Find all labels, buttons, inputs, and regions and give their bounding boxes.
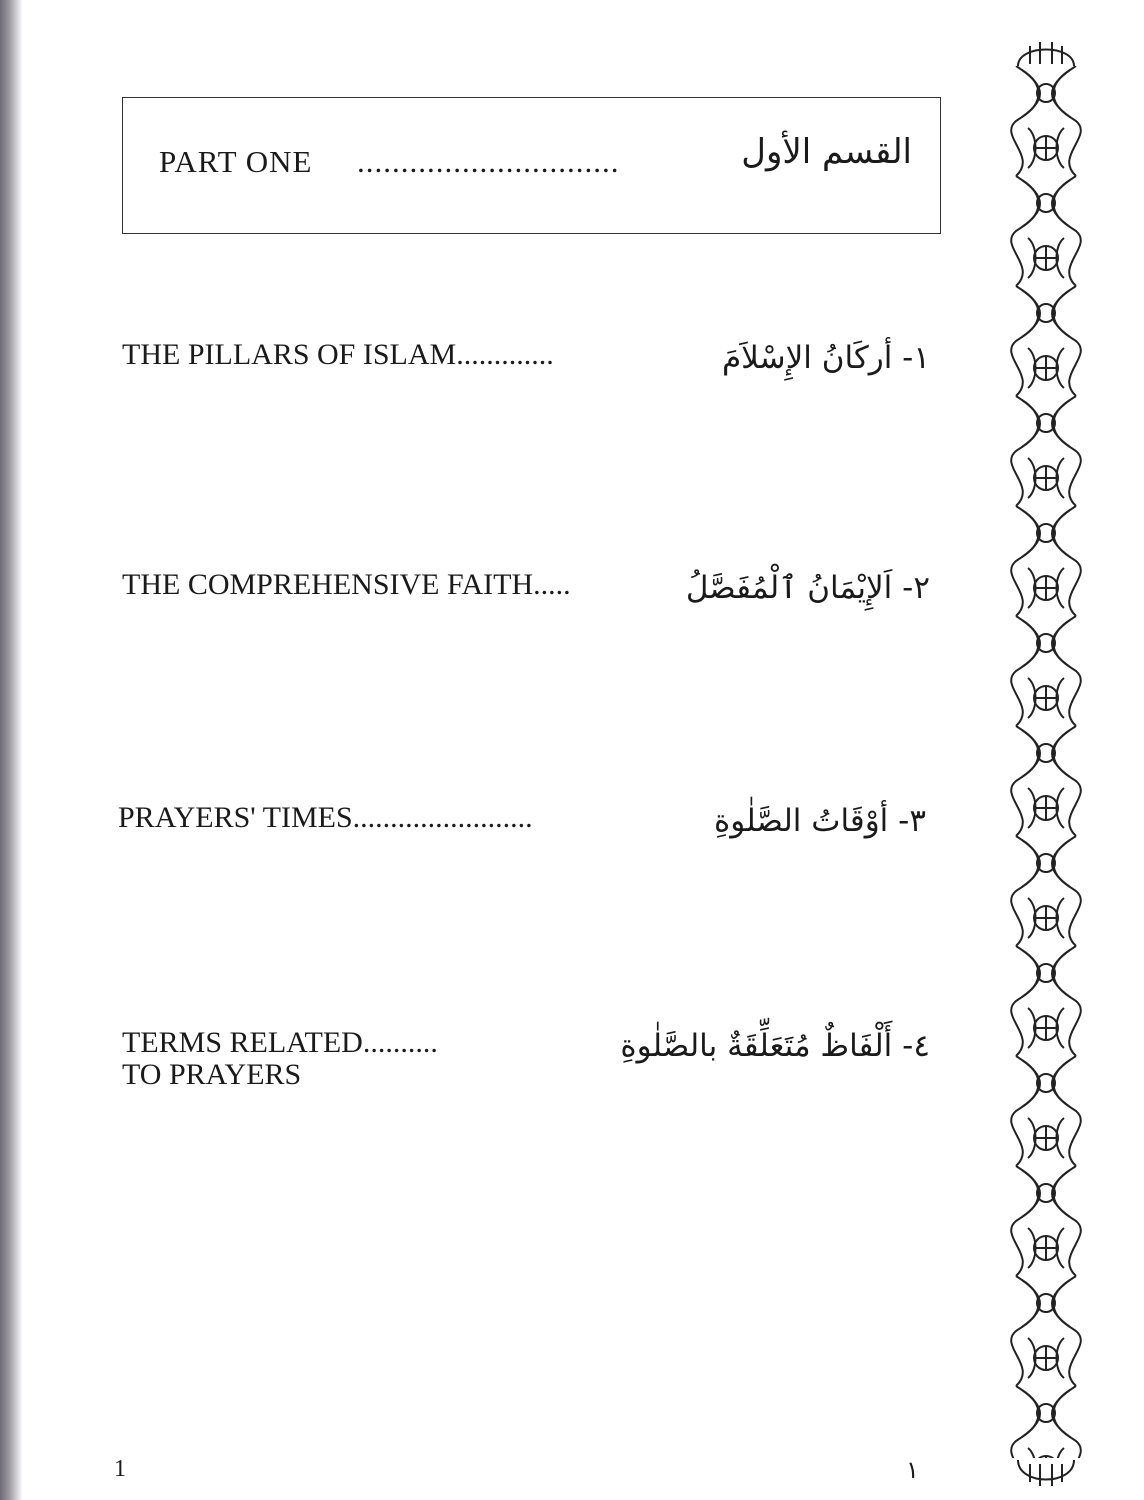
toc-entry-3 <box>118 793 926 843</box>
toc-entry-arabic: ٣- أوْقَاتُ الصَّلٰوةِ <box>713 803 926 839</box>
toc-entry-arabic: ٢- اَلإِيْمَانُ ٱلْمُفَصَّلُ <box>685 570 930 606</box>
part-title-box <box>122 97 941 234</box>
part-title-arabic: القسم الأول <box>741 132 912 172</box>
part-title-english: PART ONE <box>159 144 313 179</box>
page-number-right: ١ <box>906 1456 919 1484</box>
toc-entry-english: THE PILLARS OF ISLAM............. <box>122 338 554 371</box>
decorative-border-ornament <box>1008 36 1084 1492</box>
toc-entry-2 <box>122 560 930 610</box>
toc-entry-4-continuation: TO PRAYERS <box>122 1058 302 1091</box>
toc-entry-english: PRAYERS' TIMES........................ <box>118 801 533 834</box>
page-number-left: 1 <box>114 1456 126 1482</box>
toc-entry-arabic: ٤- أَلْفَاظٌ مُتَعَلِّقَةٌ بالصَّلٰوةِ <box>620 1028 930 1064</box>
ornament-top-cap-icon <box>1018 42 1074 66</box>
book-binding-shadow <box>0 0 22 1500</box>
toc-entry-english: TERMS RELATED.......... <box>122 1026 438 1059</box>
part-title-leader-dots: .............................. <box>357 144 620 179</box>
toc-entry-english: THE COMPREHENSIVE FAITH..... <box>122 568 571 601</box>
ornament-bottom-cap-icon <box>1018 1460 1074 1486</box>
toc-entry-1 <box>122 330 930 380</box>
toc-entry-arabic: ١- أركَانُ الإِسْلاَمَ <box>721 340 930 376</box>
